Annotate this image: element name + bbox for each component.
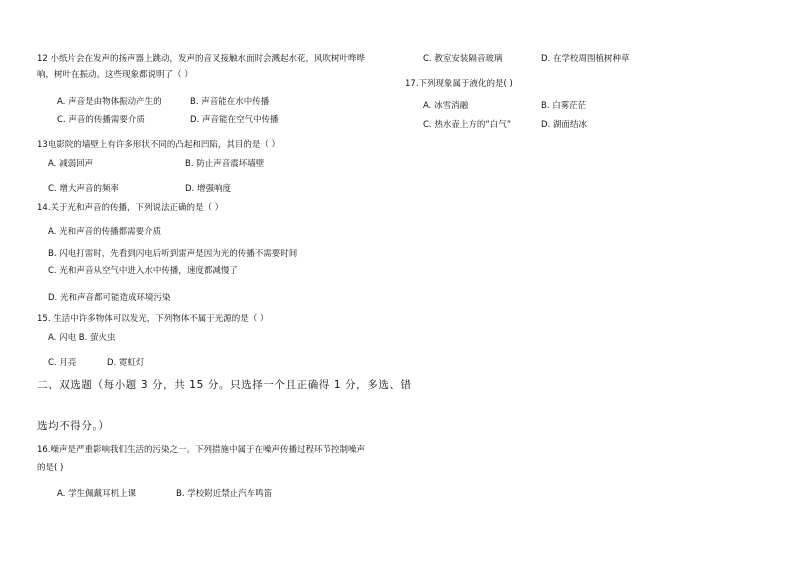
q12-stem-line1: 12 小纸片会在发声的扬声器上跳动，发声的音叉接触水面时会溅起水花，风吹树叶哗哗 (37, 54, 366, 64)
q17-option-d: D. 湖面结冰 (541, 120, 587, 130)
q16-option-c: C. 教室安装隔音玻璃 (423, 54, 503, 64)
q14-option-a: A. 光和声音的传播都需要介质 (48, 227, 162, 237)
q16-option-b: B. 学校附近禁止汽车鸣笛 (176, 489, 273, 499)
q14-option-c: C. 光和声音从空气中进入水中传播，速度都减慢了 (48, 266, 238, 276)
q15-option-c: C. 月亮 (48, 358, 77, 368)
q12-option-a: A. 声音是由物体振动产生的 (57, 97, 162, 107)
q16-stem-line2: 的是( ) (37, 463, 64, 473)
section2-heading-line2: 选均不得分。） (37, 420, 110, 432)
q15-stem: 15. 生活中许多物体可以发光，下列物体不属于光源的是（ ） (37, 314, 269, 324)
q16-stem-line1: 16.噪声是严重影响我们生活的污染之一。下列措施中属于在噪声传播过程环节控制噪声 (37, 445, 366, 455)
q13-option-d: D. 增强响度 (185, 184, 231, 194)
q14-stem: 14.关于光和声音的传播，下列说法正确的是（ ） (37, 203, 224, 213)
q13-option-a: A. 减弱回声 (48, 159, 94, 169)
q14-option-b: B. 闪电打雷时，先看到闪电后听到雷声是因为光的传播不需要时间 (48, 249, 298, 259)
q17-option-b: B. 白雾茫茫 (541, 101, 587, 111)
q17-option-a: A. 冰雪消融 (423, 101, 469, 111)
q12-stem-line2: 响，树叶在振动。这些现象都说明了（ ） (37, 70, 193, 80)
q16-option-d: D. 在学校周围植树种草 (541, 54, 630, 64)
q13-option-b: B. 防止声音震坏墙壁 (185, 159, 265, 169)
q17-option-c: C. 热水壶上方的“白气” (423, 120, 512, 130)
q13-option-c: C. 增大声音的频率 (48, 184, 119, 194)
q12-option-d: D. 声音能在空气中传播 (190, 115, 279, 125)
q15-option-d: D. 霓虹灯 (107, 358, 145, 368)
section2-heading-line1: 二、双选题（每小题 3 分，共 15 分。只选择一个且正确得 1 分，多选、错 (37, 379, 412, 391)
q16-option-a: A. 学生佩戴耳机上课 (57, 489, 137, 499)
q12-option-b: B. 声音能在水中传播 (190, 97, 270, 107)
q15-options-ab: A. 闪电 B. 萤火虫 (48, 333, 116, 343)
q14-option-d: D. 光和声音都可能造成环境污染 (48, 293, 171, 303)
q13-stem: 13电影院的墙壁上有许多形状不同的凸起和凹陷，其目的是（ ） (37, 140, 281, 150)
q17-stem: 17.下列现象属于液化的是( ) (405, 79, 513, 89)
q12-option-c: C. 声音的传播需要介质 (57, 115, 145, 125)
